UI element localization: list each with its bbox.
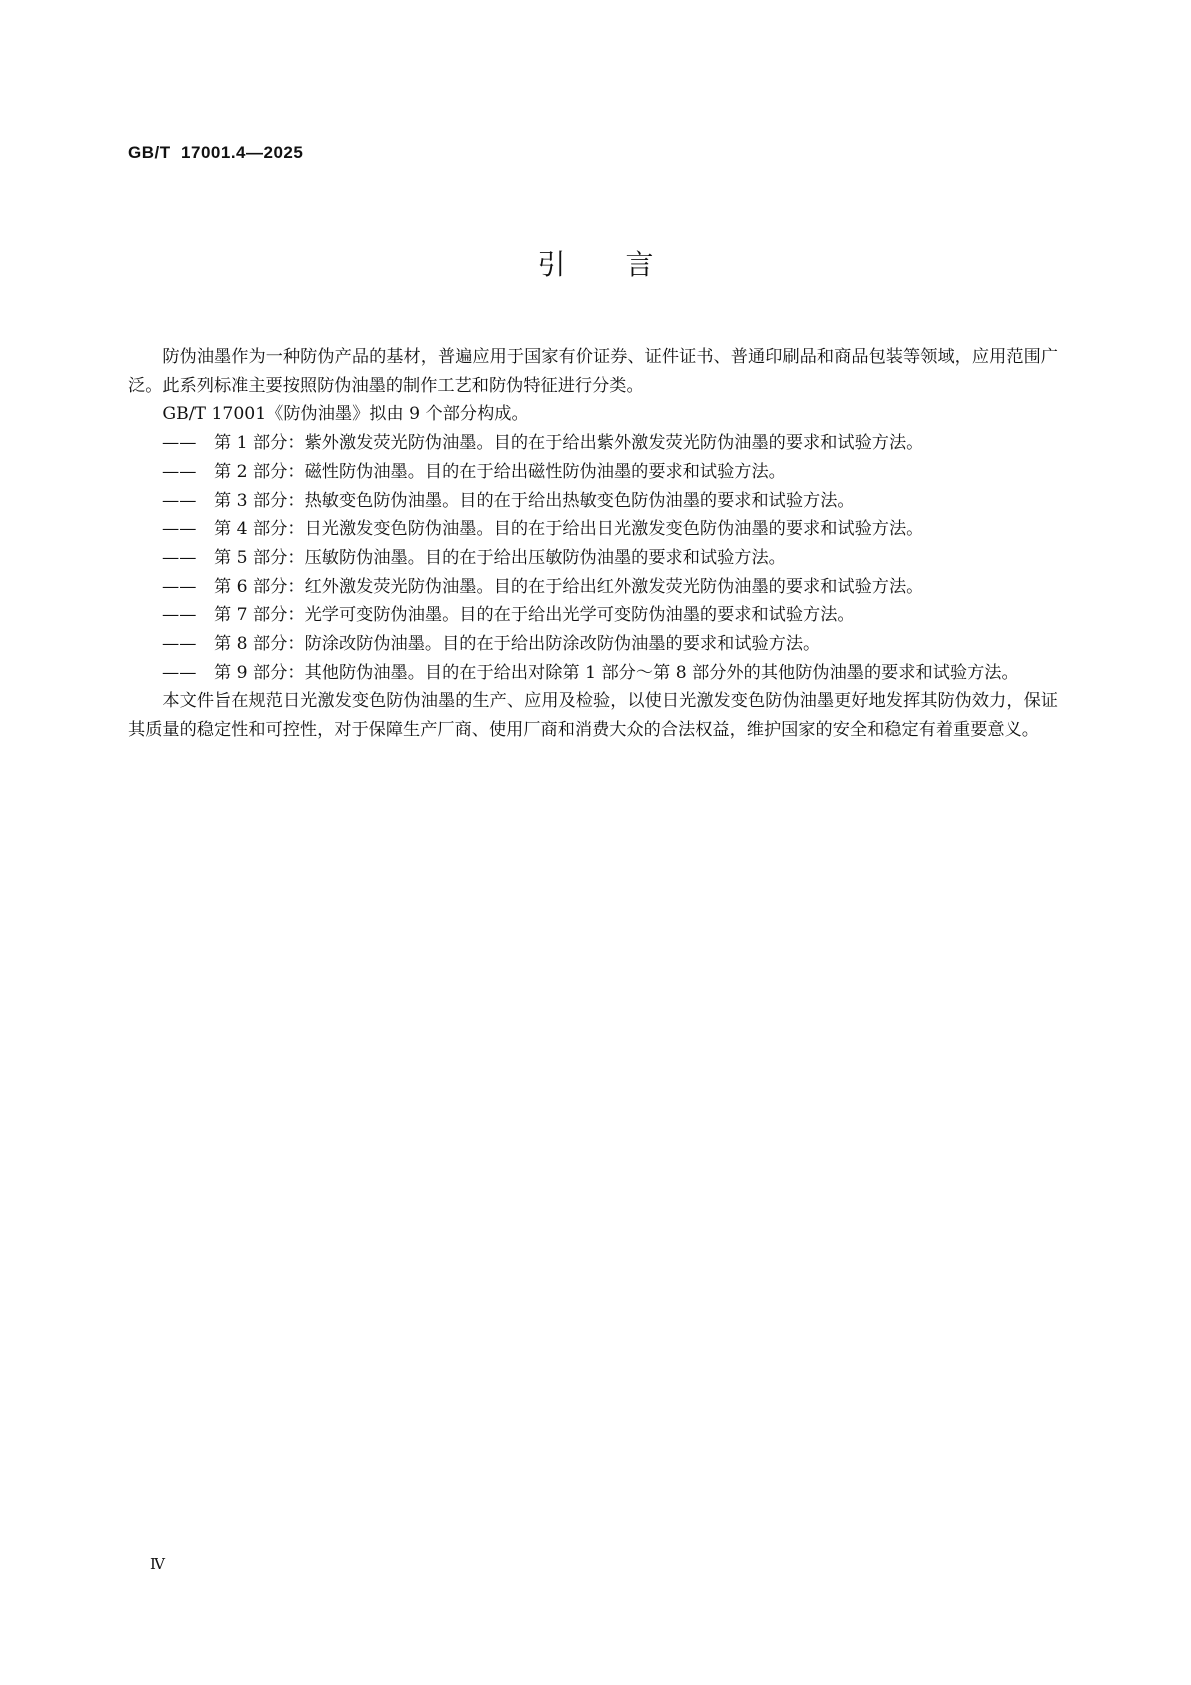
page-title: 引言 (537, 248, 714, 281)
list-dash: —— (162, 634, 197, 655)
list-dash: —— (162, 605, 197, 626)
part-list-item-6 (128, 573, 1058, 602)
list-dash: —— (162, 433, 197, 454)
part-text: 第 5 部分：压敏防伪油墨。目的在于给出压敏防伪油墨的要求和试验方法。 (214, 547, 786, 568)
part-list-item-5 (128, 544, 1058, 573)
part-text: 第 1 部分：紫外激发荧光防伪油墨。目的在于给出紫外激发荧光防伪油墨的要求和试验方法。 (214, 433, 924, 454)
page-number: Ⅳ (150, 1555, 165, 1573)
part-list-item-7 (128, 601, 1058, 630)
list-dash: —— (162, 662, 197, 683)
part-text: 第 3 部分：热敏变色防伪油墨。目的在于给出热敏变色防伪油墨的要求和试验方法。 (214, 490, 855, 511)
part-list-item-8 (128, 630, 1058, 659)
part-text: 第 2 部分：磁性防伪油墨。目的在于给出磁性防伪油墨的要求和试验方法。 (214, 461, 786, 482)
list-dash: —— (162, 490, 197, 511)
part-text: 第 6 部分：红外激发荧光防伪油墨。目的在于给出红外激发荧光防伪油墨的要求和试验方法。 (214, 576, 924, 597)
part-text: 第 9 部分：其他防伪油墨。目的在于给出对除第 1 部分～第 8 部分外的其他防伪油墨的要求和试验方法。 (214, 662, 1019, 683)
closing-paragraph: 本文件旨在规范日光激发变色防伪油墨的生产、应用及检验，以使日光激发变色防伪油墨更好地发挥其防伪效力，保证其质量的稳定性和可控性，对于保障生产厂商、使用厂商和消费大众的合法权益，维护国家的安全和稳定有着重要意义。 (128, 691, 1058, 741)
part-text: 第 7 部分：光学可变防伪油墨。目的在于给出光学可变防伪油墨的要求和试验方法。 (214, 605, 855, 626)
part-text: 第 8 部分：防涂改防伪油墨。目的在于给出防涂改防伪油墨的要求和试验方法。 (214, 634, 821, 655)
part-list-item-4 (128, 515, 1058, 544)
list-dash: —— (162, 547, 197, 568)
list-dash: —— (162, 576, 197, 597)
introduction-body (128, 343, 1058, 745)
intro-paragraph-1: 防伪油墨作为一种防伪产品的基材，普遍应用于国家有价证券、证件证书、普通印刷品和商品包装等领域，应用范围广泛。此系列标准主要按照防伪油墨的制作工艺和防伪特征进行分类。 (128, 347, 1058, 396)
part-list-item-1 (128, 429, 1058, 458)
part-list-item-3 (128, 487, 1058, 516)
part-text: 第 4 部分：日光激发变色防伪油墨。目的在于给出日光激发变色防伪油墨的要求和试验方法。 (214, 519, 924, 540)
part-list-item-9 (128, 659, 1058, 688)
list-dash: —— (162, 461, 197, 482)
part-list-item-2 (128, 458, 1058, 487)
intro-paragraph-2: GB/T 17001《防伪油墨》拟由 9 个部分构成。 (162, 404, 529, 425)
list-dash: —— (162, 519, 197, 540)
standard-code: GB/T 17001.4—2025 (128, 143, 304, 162)
